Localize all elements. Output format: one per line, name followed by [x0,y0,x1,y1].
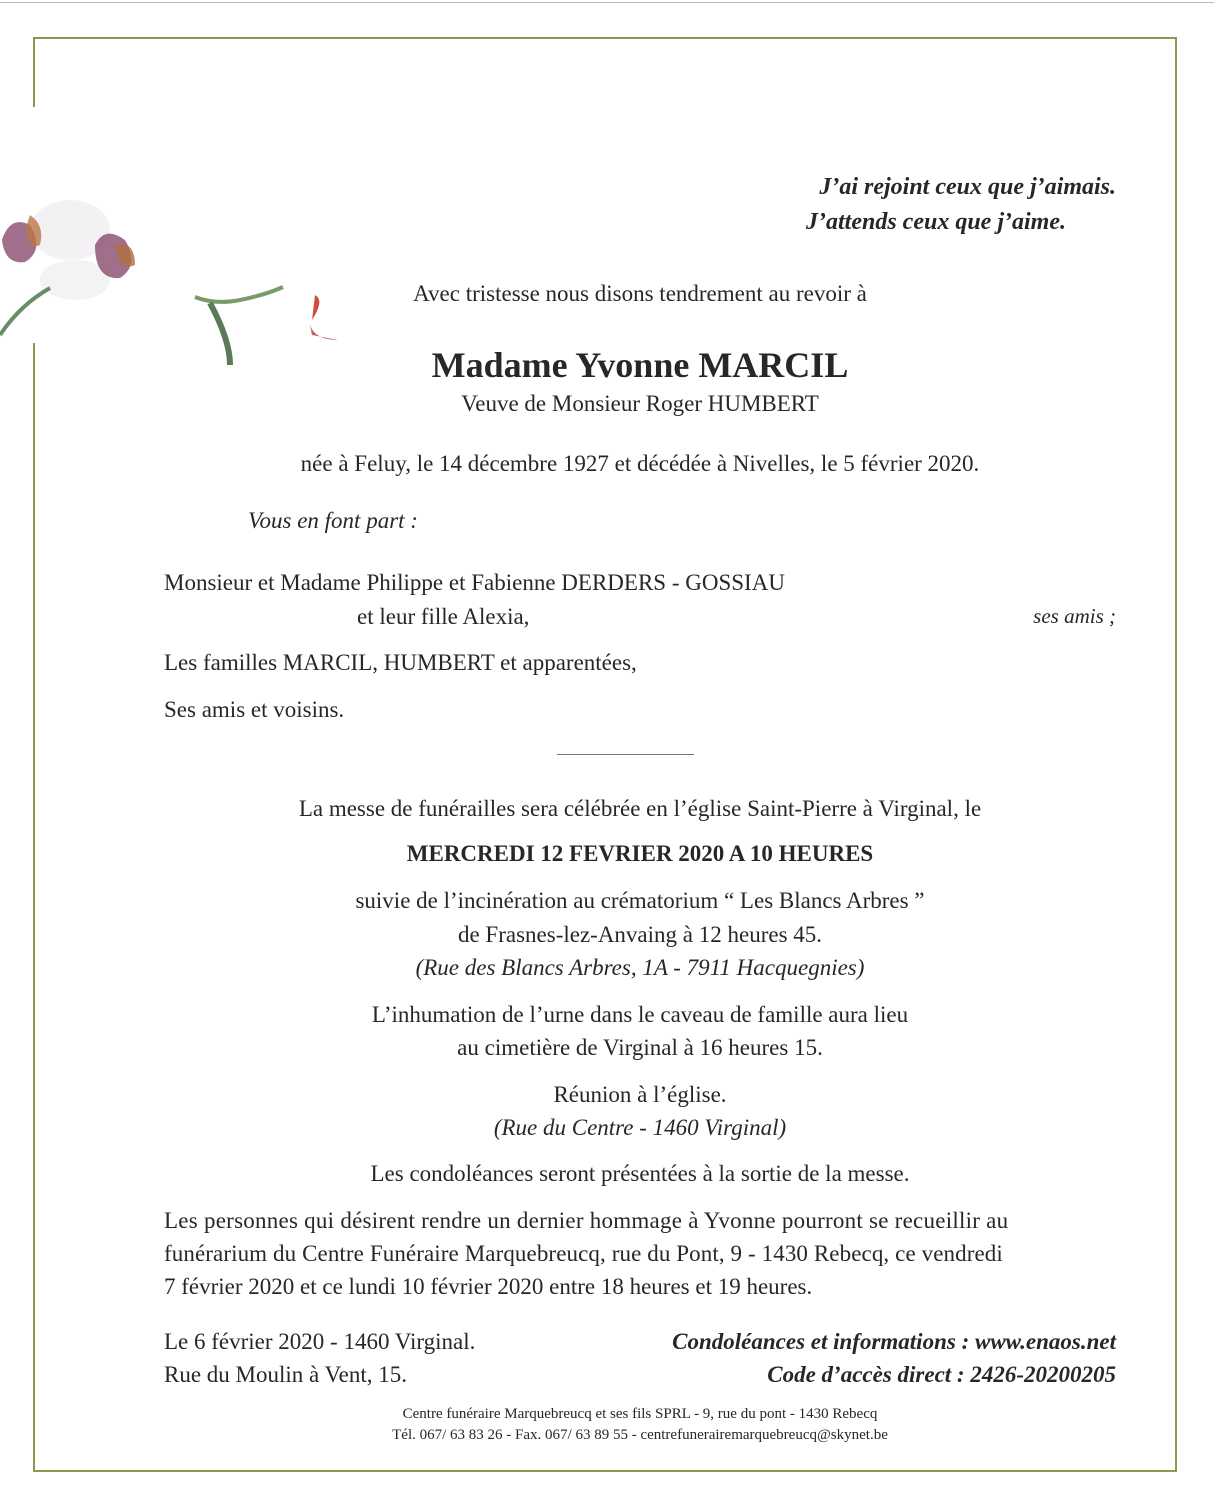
meeting-text: Réunion à l’église. [553,1082,727,1107]
visit-text: funérarium du Centre Funéraire Marquebreucq, rue du Pont, 9 - 1430 Rebecq, ce vendredi [164,1241,1003,1266]
intro-text: Avec tristesse nous disons tendrement au revoir à [413,281,867,306]
access-code: Code d’accès direct : 2426-20200205 [767,1362,1116,1387]
family-line: Ses amis et voisins. [164,697,345,722]
frame-border [33,37,1177,39]
address-line: Rue du Moulin à Vent, 15. [164,1362,407,1387]
online-condolences: Condoléances et informations : www.enaos.net [672,1329,1116,1354]
deceased-name: Madame Yvonne MARCIL [431,345,849,385]
friends-text: ses amis ; [1033,604,1116,628]
family-line: Monsieur et Madame Philippe et Fabienne DERDERS - GOSSIAU [164,570,785,595]
cremation-text: suivie de l’incinération au crématorium “ Les Blancs Arbres ” [355,888,925,913]
visit-text: Les personnes qui désirent rendre un dernier hommage à Yvonne pourront se recueillir au [164,1208,1009,1233]
widow-of: Veuve de Monsieur Roger HUMBERT [461,391,819,416]
mass-date: MERCREDI 12 FEVRIER 2020 A 10 HEURES [406,841,874,866]
family-line: et leur fille Alexia, [357,604,530,629]
announce-label: Vous en font part : [248,508,418,533]
family-line: Les familles MARCIL, HUMBERT et apparentées, [164,650,637,675]
address-line: Le 6 février 2020 - 1460 Virginal. [164,1329,476,1354]
burial-text: au cimetière de Virginal à 16 heures 15. [457,1035,823,1060]
frame-border [1175,37,1177,1472]
frame-border [33,1470,1177,1472]
cremation-text: de Frasnes-lez-Anvaing à 12 heures 45. [457,922,823,947]
meeting-address: (Rue du Centre - 1460 Virginal) [493,1115,787,1140]
cremation-address: (Rue des Blancs Arbres, 1A - 7911 Hacquegnies) [415,955,865,980]
visit-text: 7 février 2020 et ce lundi 10 février 2020 entre 18 heures et 19 heures. [164,1274,813,1299]
birth-death-dates: née à Feluy, le 14 décembre 1927 et décédée à Nivelles, le 5 février 2020. [300,451,980,476]
condolences-text: Les condoléances seront présentées à la sortie de la messe. [370,1161,910,1186]
footer-line: Tél. 067/ 63 83 26 - Fax. 067/ 63 89 55 - centrefunerairemarquebreucq@skynet.be [392,1427,888,1443]
footer-line: Centre funéraire Marquebreucq et ses fils SPRL - 9, rue du pont - 1430 Rebecq [402,1406,878,1422]
frame-border [33,37,35,107]
quote-line: J’ai rejoint ceux que j’aimais. [819,174,1116,200]
scan-edge-line [0,2,1214,3]
separator-line [557,754,694,755]
mass-text: La messe de funérailles sera célébrée en l’église Saint-Pierre à Virginal, le [298,796,982,821]
burial-text: L’inhumation de l’urne dans le caveau de famille aura lieu [371,1002,909,1027]
quote-line: J’attends ceux que j’aime. [806,209,1066,235]
